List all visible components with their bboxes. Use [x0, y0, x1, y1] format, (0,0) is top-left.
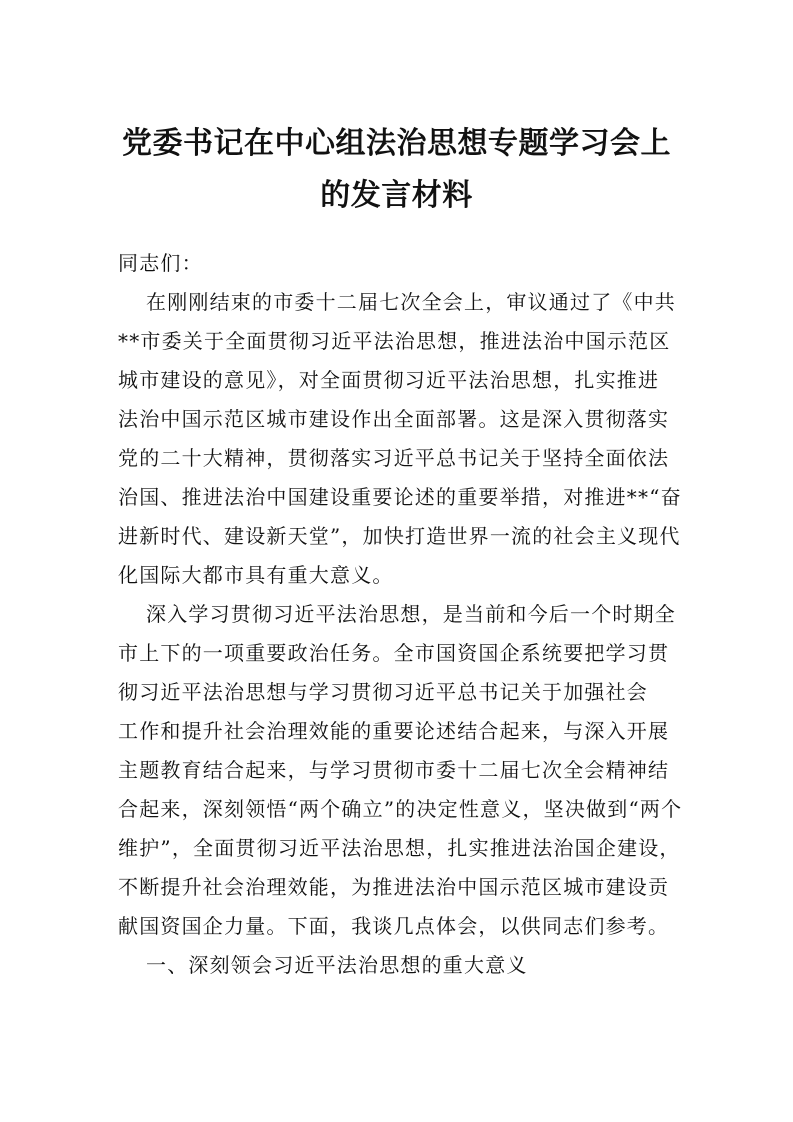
- paragraph-2-line-5: 主题教育结合起来，与学习贯彻市委十二届七次全会精神结: [118, 758, 670, 782]
- section-heading-1: 一、深刻领会习近平法治思想的重大意义: [146, 953, 528, 977]
- paragraph-2-line-2: 市上下的一项重要政治任务。全市国资国企系统要把学习贯: [118, 641, 670, 665]
- paragraph-2-line-9: 献国资国企力量。下面，我谈几点体会，以供同志们参考。: [118, 914, 670, 938]
- paragraph-1-line-6: 治国、推进法治中国建设重要论述的重要举措，对推进**“奋: [118, 485, 682, 509]
- paragraph-1-line-5: 党的二十大精神，贯彻落实习近平总书记关于坚持全面依法: [118, 446, 670, 470]
- paragraph-2-line-3: 彻习近平法治思想与学习贯彻习近平总书记关于加强社会: [118, 680, 648, 704]
- paragraph-1-line-4: 法治中国示范区城市建设作出全面部署。这是深入贯彻落实: [118, 407, 670, 431]
- paragraph-2-line-7: 维护”，全面贯彻习近平法治思想，扎实推进法治国企建设，: [118, 836, 681, 860]
- paragraph-1-line-3: 城市建设的意见》，对全面贯彻习近平法治思想，扎实推进: [118, 368, 660, 392]
- paragraph-1-line-2: **市委关于全面贯彻习近平法治思想，推进法治中国示范区: [118, 329, 671, 353]
- salutation: 同志们：: [118, 251, 203, 275]
- paragraph-1-line-8: 化国际大都市具有重大意义。: [118, 563, 394, 587]
- document-title-line-2: 的发言材料: [320, 178, 473, 213]
- paragraph-2-line-4: 工作和提升社会治理效能的重要论述结合起来，与深入开展: [118, 719, 670, 743]
- paragraph-2-line-6: 合起来，深刻领悟“两个确立”的决定性意义，坚决做到“两个: [118, 797, 683, 821]
- paragraph-1-line-1: 在刚刚结束的市委十二届七次全会上，审议通过了《中共: [146, 290, 676, 314]
- paragraph-1-line-7: 进新时代、建设新天堂”，加快打造世界一流的社会主义现代: [118, 524, 681, 548]
- paragraph-2-line-1: 深入学习贯彻习近平法治思想，是当前和今后一个时期全: [146, 602, 676, 626]
- document-title-line-1: 党委书记在中心组法治思想专题学习会上: [122, 126, 671, 161]
- document-body: [118, 244, 683, 985]
- paragraph-2-line-8: 不断提升社会治理效能，为推进法治中国示范区城市建设贡: [118, 875, 670, 899]
